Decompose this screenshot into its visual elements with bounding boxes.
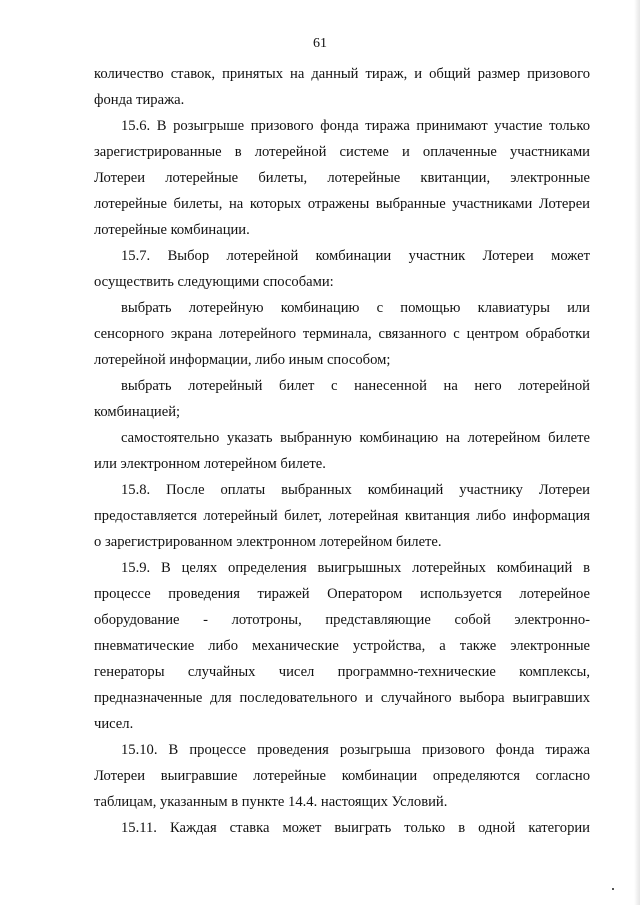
text-line: Лотереи лотерейные билеты, лотерейные квитанции, электронные — [94, 170, 590, 186]
text-line: таблицам, указанным в пункте 14.4. настоящих Условий. — [94, 794, 448, 810]
text-line: лотерейные билеты, на которых отражены выбранные участниками Лотереи — [94, 196, 590, 212]
text-line: выбрать лотерейную комбинацию с помощью клавиатуры или — [121, 300, 590, 316]
page-edge-shadow — [634, 0, 640, 905]
text-line: количество ставок, принятых на данный тираж, и общий размер призового — [94, 66, 590, 82]
text-line: лотерейной информации, либо иным способом; — [94, 352, 391, 368]
scan-artifact — [612, 888, 614, 890]
text-line: 15.8. После оплаты выбранных комбинаций участнику Лотереи — [121, 482, 590, 498]
text-line: предназначенные для последовательного и случайного выбора выигравших — [94, 690, 590, 706]
text-line: чисел. — [94, 716, 134, 732]
page-number: 61 — [313, 36, 327, 51]
text-line: 15.7. Выбор лотерейной комбинации участник Лотереи может — [121, 248, 590, 264]
text-line: осуществить следующими способами: — [94, 274, 334, 290]
text-line: оборудование - лототроны, представляющие собой электронно- — [94, 612, 590, 628]
text-line: 15.11. Каждая ставка может выиграть только в одной категории — [121, 820, 590, 836]
text-line: лотерейные комбинации. — [94, 222, 250, 238]
text-line: сенсорного экрана лотерейного терминала, связанного с центром обработки — [94, 326, 590, 342]
text-line: генераторы случайных чисел программно-технические комплексы, — [94, 664, 590, 680]
text-line: 15.9. В целях определения выигрышных лотерейных комбинаций в — [121, 560, 590, 576]
text-line: Лотереи выигравшие лотерейные комбинации определяются согласно — [94, 768, 590, 784]
text-line: 15.10. В процессе проведения розыгрыша призового фонда тиража — [121, 742, 590, 758]
document-body — [94, 61, 590, 841]
text-line: самостоятельно указать выбранную комбинацию на лотерейном билете — [121, 430, 590, 446]
text-line: или электронном лотерейном билете. — [94, 456, 326, 472]
text-line: о зарегистрированном электронном лотерейном билете. — [94, 534, 442, 550]
text-line: зарегистрированные в лотерейной системе и оплаченные участниками — [94, 144, 590, 160]
text-line: пневматические либо механические устройства, а также электронные — [94, 638, 590, 654]
text-line: предоставляется лотерейный билет, лотерейная квитанция либо информация — [94, 508, 590, 524]
text-line: 15.6. В розыгрыше призового фонда тиража принимают участие только — [121, 118, 590, 134]
text-line: выбрать лотерейный билет с нанесенной на него лотерейной — [121, 378, 590, 394]
text-line: комбинацией; — [94, 404, 181, 420]
text-line: фонда тиража. — [94, 92, 185, 108]
text-line: процессе проведения тиражей Оператором используется лотерейное — [94, 586, 590, 602]
